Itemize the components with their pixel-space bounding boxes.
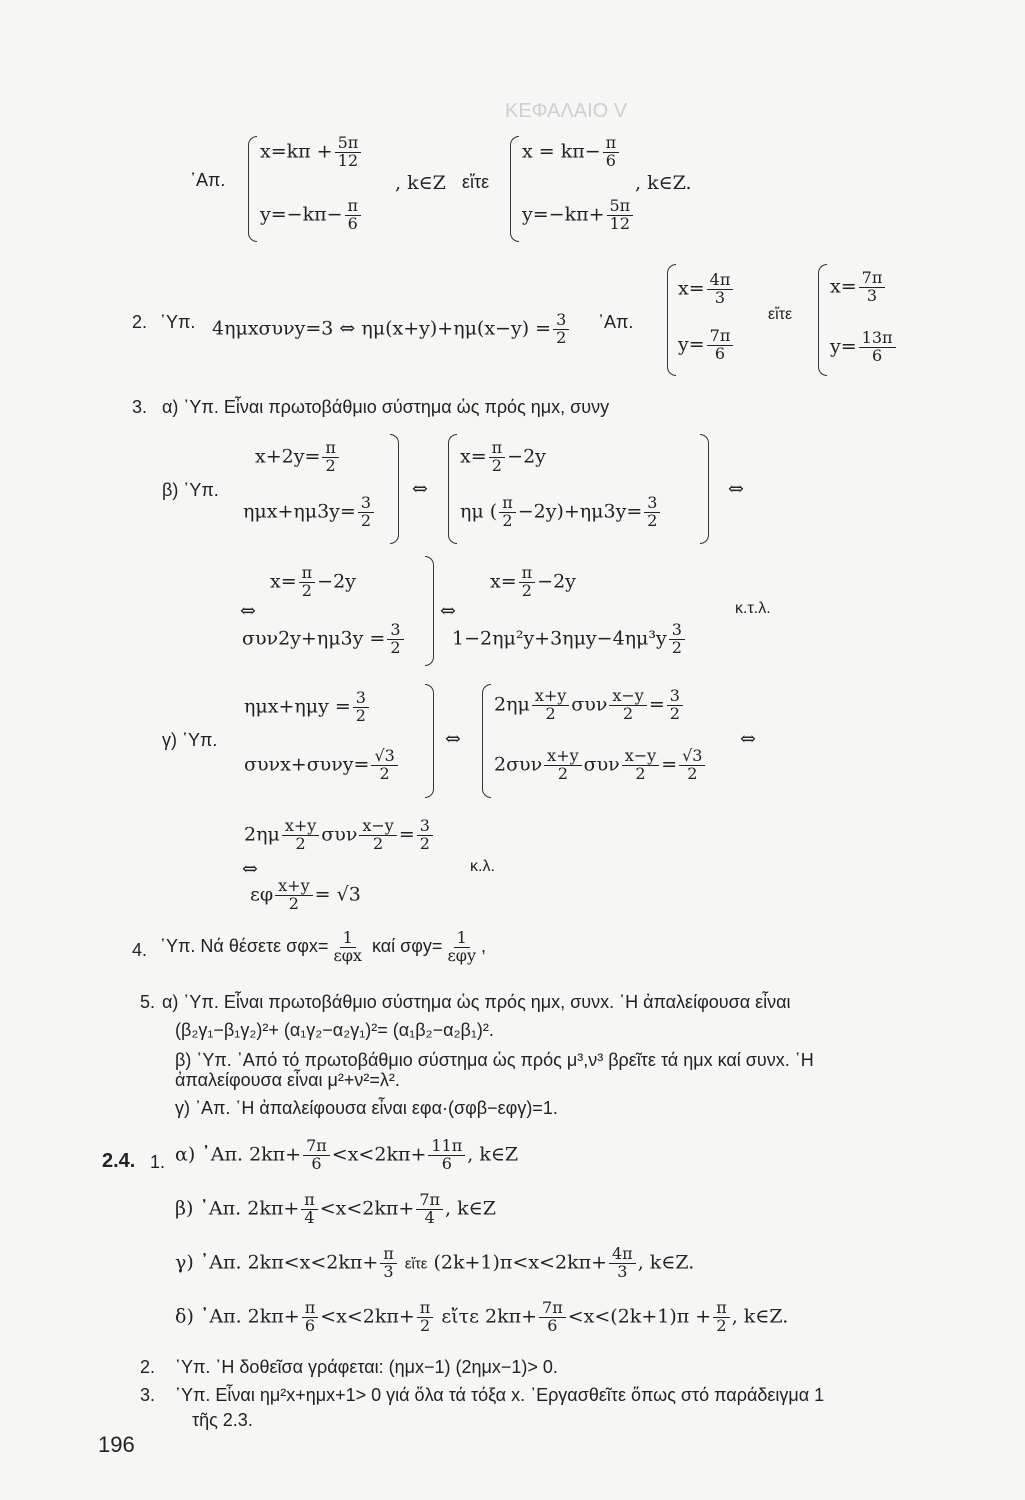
- hint-text: ἀπαλείφουσα εἶναι μ²+ν²=λ².: [175, 1070, 400, 1090]
- equation-line: 2συν $\frac{x+y}{2}$ συν $\frac{x-y}{2}$ = $\frac{√3}{2}$: [494, 748, 707, 783]
- item-number: 3.: [140, 1385, 156, 1405]
- equation-line: 2ημ $\frac{x+y}{2}$ συν $\frac{x-y}{2}$ = $\frac{3}{2}$: [494, 688, 685, 723]
- item-number: 4.: [132, 940, 148, 960]
- right-brace: [425, 684, 434, 798]
- answer-line: α) ᾿Απ. 2kπ+ $\frac{7\pi}{6}$ <x<2kπ+ $\frac{11\pi}{6}$ , k∈Z: [175, 1136, 519, 1173]
- hint-text: ῾Υπ. Νά θέσετε σφx= $\frac{1}{\text{εφx}}$ καί σφy= $\frac{1}{\text{εφy}}$ ,: [160, 928, 486, 965]
- answer-line: γ) ᾿Απ. 2kπ<x<2kπ+ $\frac{\pi}{3}$ εἴτε (2k+1)π<x<2kπ+ $\frac{4\pi}{3}$ , k∈Z.: [175, 1244, 695, 1281]
- item-number: 1.: [150, 1152, 166, 1172]
- equation-line: y=−kπ− $\frac{\pi}{6}$: [260, 198, 363, 233]
- hint-text: γ) ᾿Απ. ῾Η ἀπαλείφουσα εἶναι εφα·(σφβ−εφγ)=1.: [175, 1098, 558, 1118]
- equation-line: x= $\frac{7\pi}{3}$: [830, 270, 887, 305]
- equation-line: ημx+ημ3y= $\frac{3}{2}$: [243, 495, 376, 530]
- left-brace: [667, 264, 676, 376]
- hint-label: β) ῾Υπ.: [162, 480, 219, 500]
- answer-label: ᾿Απ.: [190, 170, 226, 190]
- iff-symbol: ⇔: [440, 600, 456, 622]
- kz-text: , k∈Z: [395, 172, 446, 194]
- equation-line: συνx+συνy= $\frac{√3}{2}$: [244, 748, 400, 783]
- iff-symbol: ⇔: [412, 478, 428, 500]
- equation-line: y= $\frac{7\pi}{6}$: [678, 328, 735, 363]
- hint-text: α) ῾Υπ. Εἶναι πρωτοβάθμιο σύστημα ὡς πρός ημx, συνx. ῾Η ἀπαλείφουσα εἶναι: [162, 992, 791, 1012]
- answer-line: β) ᾿Απ. 2kπ+ $\frac{\pi}{4}$ <x<2kπ+ $\frac{7\pi}{4}$ , k∈Z: [175, 1190, 496, 1227]
- equation-line: ημx+ημy = $\frac{3}{2}$: [244, 690, 371, 725]
- left-brace: [818, 264, 827, 376]
- equation-line: x= $\frac{\pi}{2}$ −2y: [490, 563, 576, 600]
- hint-label: ῾Υπ.: [160, 312, 196, 332]
- iff-symbol: ⇔: [240, 600, 256, 622]
- hint-text: α) ῾Υπ. Εἶναι πρωτοβάθμιο σύστημα ὡς πρός ημx, συνy: [162, 397, 610, 417]
- item-number: 2.: [132, 312, 148, 332]
- right-brace: [390, 434, 399, 544]
- equation-line: y= $\frac{13\pi}{6}$: [830, 330, 898, 365]
- item-number: 5.: [140, 992, 156, 1012]
- equation-line: x+2y= $\frac{\pi}{2}$: [255, 440, 341, 475]
- equation-line: εφ $\frac{x+y}{2}$ = √3: [250, 876, 361, 913]
- or-text: εἴτε: [768, 306, 793, 323]
- left-brace: [510, 136, 519, 242]
- equation-line: 4ημxσυνy=3 ⇔ ημ(x+y)+ημ(x−y) = $\frac{3}{2}$: [212, 312, 571, 347]
- hint-text: τῆς 2.3.: [192, 1410, 253, 1430]
- iff-symbol: ⇔: [445, 728, 461, 750]
- ghost-chapter-header: ΚΕΦΑΛΑΙΟ V: [505, 100, 628, 122]
- kz-text: , k∈Z.: [635, 172, 692, 194]
- left-brace: [482, 684, 491, 798]
- equation-line: x = kπ− $\frac{\pi}{6}$: [522, 135, 621, 170]
- equation-line: y=−kπ+ $\frac{5\pi}{12}$: [522, 198, 635, 233]
- equation-line: x=kπ + $\frac{5\pi}{12}$: [260, 135, 363, 170]
- etc-text: κ.λ.: [470, 858, 495, 875]
- right-brace: [425, 556, 434, 666]
- hint-text: (β₂γ₁−β₁γ₂)²+ (α₁γ₂−α₂γ₁)²= (α₁β₂−α₂β₁)².: [175, 1020, 494, 1040]
- iff-symbol: ⇔: [740, 728, 756, 750]
- equation-line: x= $\frac{\pi}{2}$ −2y: [270, 563, 356, 600]
- equation-line: x= $\frac{\pi}{2}$ −2y: [460, 438, 546, 475]
- left-brace: [448, 434, 457, 544]
- item-number: 3.: [132, 397, 148, 417]
- or-text: εἴτε: [462, 172, 490, 192]
- answer-line: δ) ᾿Απ. 2kπ+ $\frac{\pi}{6}$ <x<2kπ+ $\frac{\pi}{2}$ εἴτε 2kπ+ $\frac{7\pi}{6}$ <x<(2k+1)π + $\frac{\pi}{2}$ , k∈Z.: [175, 1298, 789, 1335]
- etc-text: κ.τ.λ.: [735, 600, 771, 617]
- hint-text: ῾Υπ. ῾Η δοθεῖσα γράφεται: (ημx−1) (2ημx−1)> 0.: [175, 1357, 558, 1377]
- equation-line: συν2y+ημ3y = $\frac{3}{2}$: [242, 622, 406, 657]
- hint-label: γ) ῾Υπ.: [162, 730, 218, 750]
- section-number: 2.4.: [102, 1150, 136, 1172]
- page-number: 196: [98, 1432, 135, 1457]
- answer-label: ᾿Απ.: [598, 312, 634, 332]
- left-brace: [248, 136, 257, 242]
- item-number: 2.: [140, 1357, 156, 1377]
- equation-line: 1−2ημ²y+3ημy−4ημ³y $\frac{3}{2}$: [452, 622, 687, 657]
- equation-line: ημ ( $\frac{\pi}{2}$ −2y)+ημ3y= $\frac{3}{2}$: [460, 495, 662, 530]
- iff-symbol: ⇔: [242, 858, 258, 880]
- equation-line: 2ημ $\frac{x+y}{2}$ συν $\frac{x-y}{2}$ = $\frac{3}{2}$: [244, 818, 435, 853]
- equation-line: x= $\frac{4\pi}{3}$: [678, 272, 735, 307]
- hint-text: ῾Υπ. Εἶναι ημ²x+ημx+1> 0 γιά ὅλα τά τόξα x. ᾿Εργασθεῖτε ὅπως στό παράδειγμα 1: [175, 1385, 825, 1405]
- right-brace: [700, 434, 709, 544]
- iff-symbol: ⇔: [728, 478, 744, 500]
- hint-text: β) ῾Υπ. ᾿Από τό πρωτοβάθμιο σύστημα ὡς πρός μ³,ν³ βρεῖτε τά ημx καί συνx. ῾Η: [175, 1050, 814, 1070]
